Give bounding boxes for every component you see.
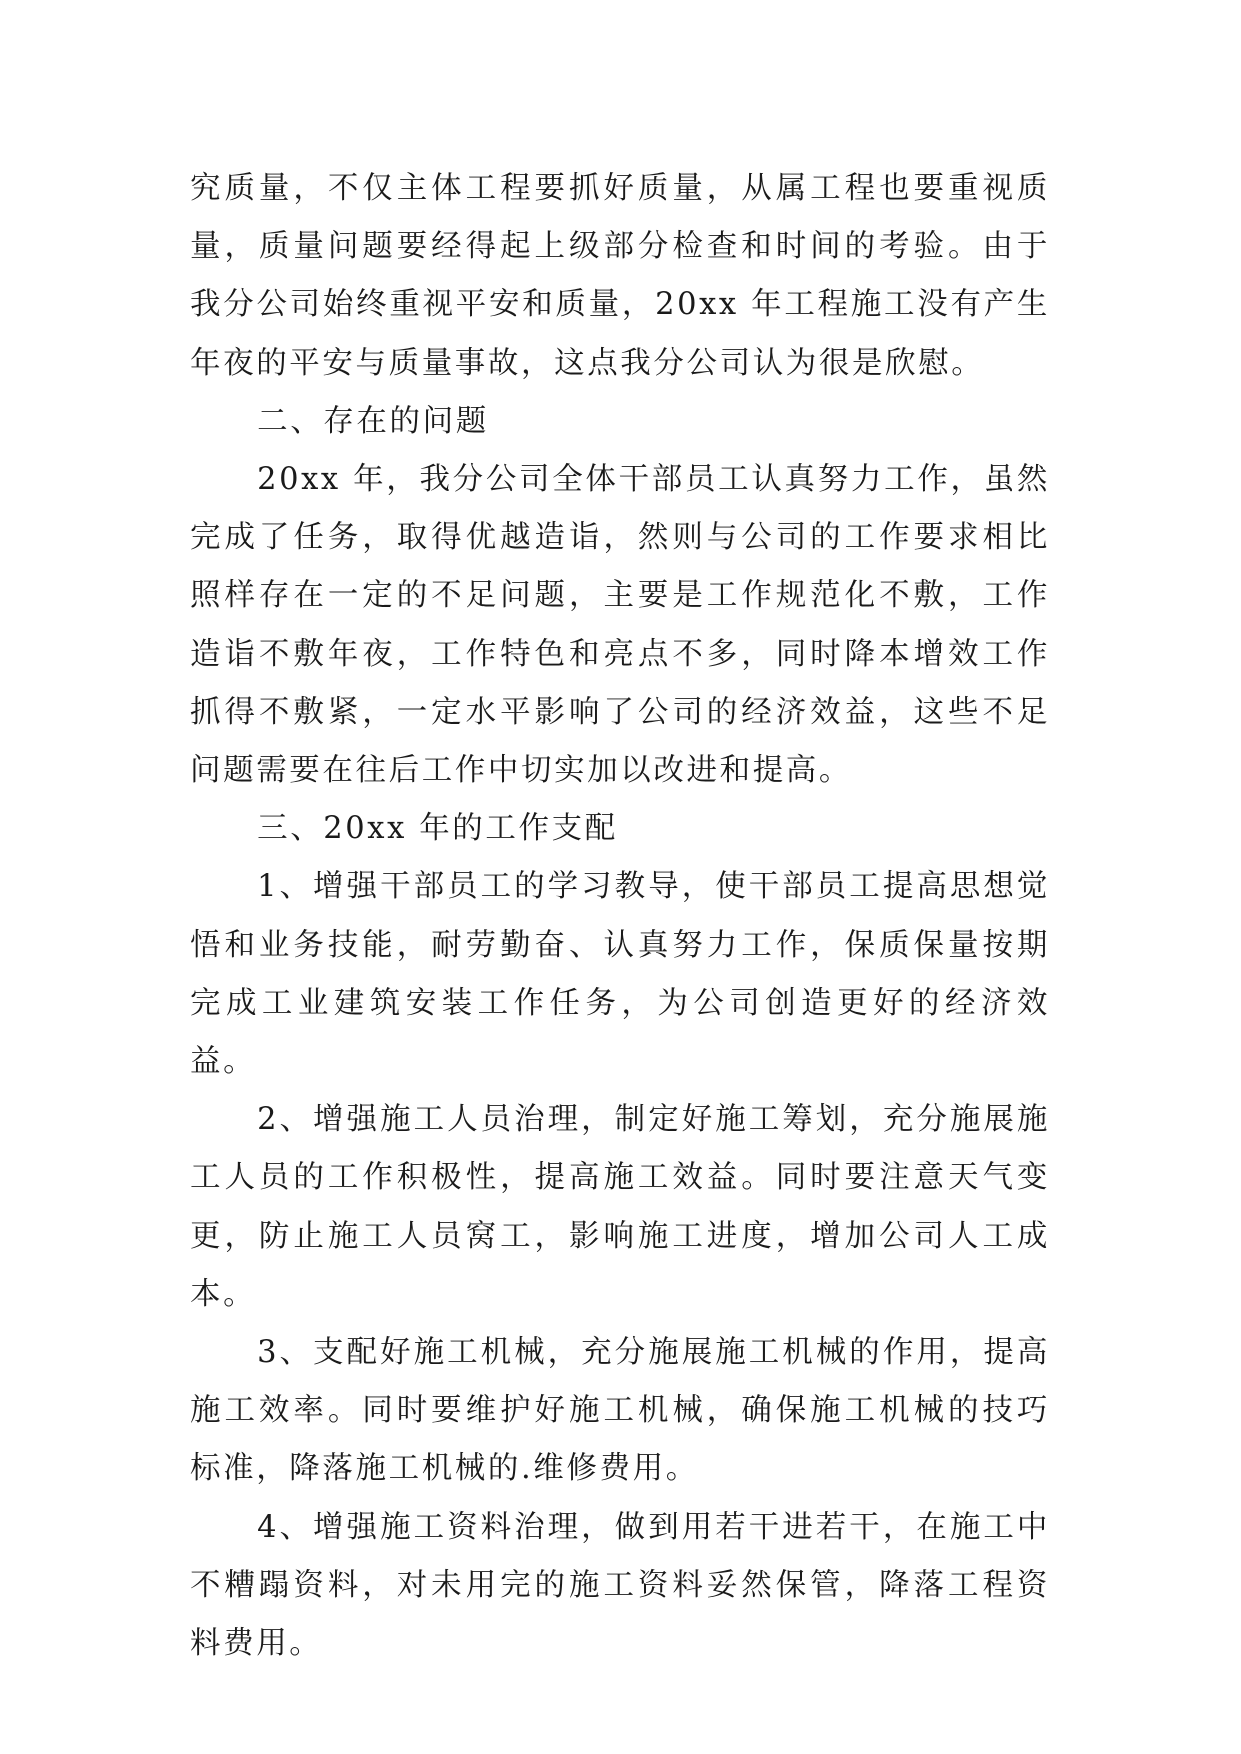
paragraph-plan-item-3: 3、支配好施工机械，充分施展施工机械的作用，提高施工效率。同时要维护好施工机械，确保施工机械的技巧标准，降落施工机械的.维修费用。: [190, 1335, 1050, 1487]
paragraph-quality-continued: 究质量，不仅主体工程要抓好质量，从属工程也要重视质量，质量问题要经得起上级部分检查和时间的考验。由于我分公司始终重视平安和质量，20xx 年工程施工没有产生年夜的平安与质量事故，这点我分公司认为很是欣慰。: [190, 171, 1050, 381]
heading-work-plan: 三、20xx 年的工作支配: [257, 811, 618, 847]
paragraph-plan-item-2: 2、增强施工人员治理，制定好施工筹划，充分施展施工人员的工作积极性，提高施工效益。同时要注意天气变更，防止施工人员窝工，影响施工进度，增加公司人工成本。: [190, 1102, 1050, 1312]
document-body: [190, 160, 1050, 1673]
paragraph-plan-item-1: 1、增强干部员工的学习教导，使干部员工提高思想觉悟和业务技能，耐劳勤奋、认真努力工作，保质保量按期完成工业建筑安装工作任务，为公司创造更好的经济效益。: [190, 869, 1050, 1080]
heading-existing-problems: 二、存在的问题: [257, 403, 489, 439]
paragraph-problems: 20xx 年，我分公司全体干部员工认真努力工作，虽然完成了任务，取得优越造诣，然则与公司的工作要求相比照样存在一定的不足问题，主要是工作规范化不敷，工作造诣不敷年夜，工作特色和亮点不多，同时降本增效工作抓得不敷紧，一定水平影响了公司的经济效益，这些不足问题需要在往后工作中切实加以改进和提高。: [190, 462, 1050, 789]
paragraph-plan-item-4: 4、增强施工资料治理，做到用若干进若干，在施工中不糟蹋资料，对未用完的施工资料妥然保管，降落工程资料费用。: [190, 1509, 1050, 1662]
